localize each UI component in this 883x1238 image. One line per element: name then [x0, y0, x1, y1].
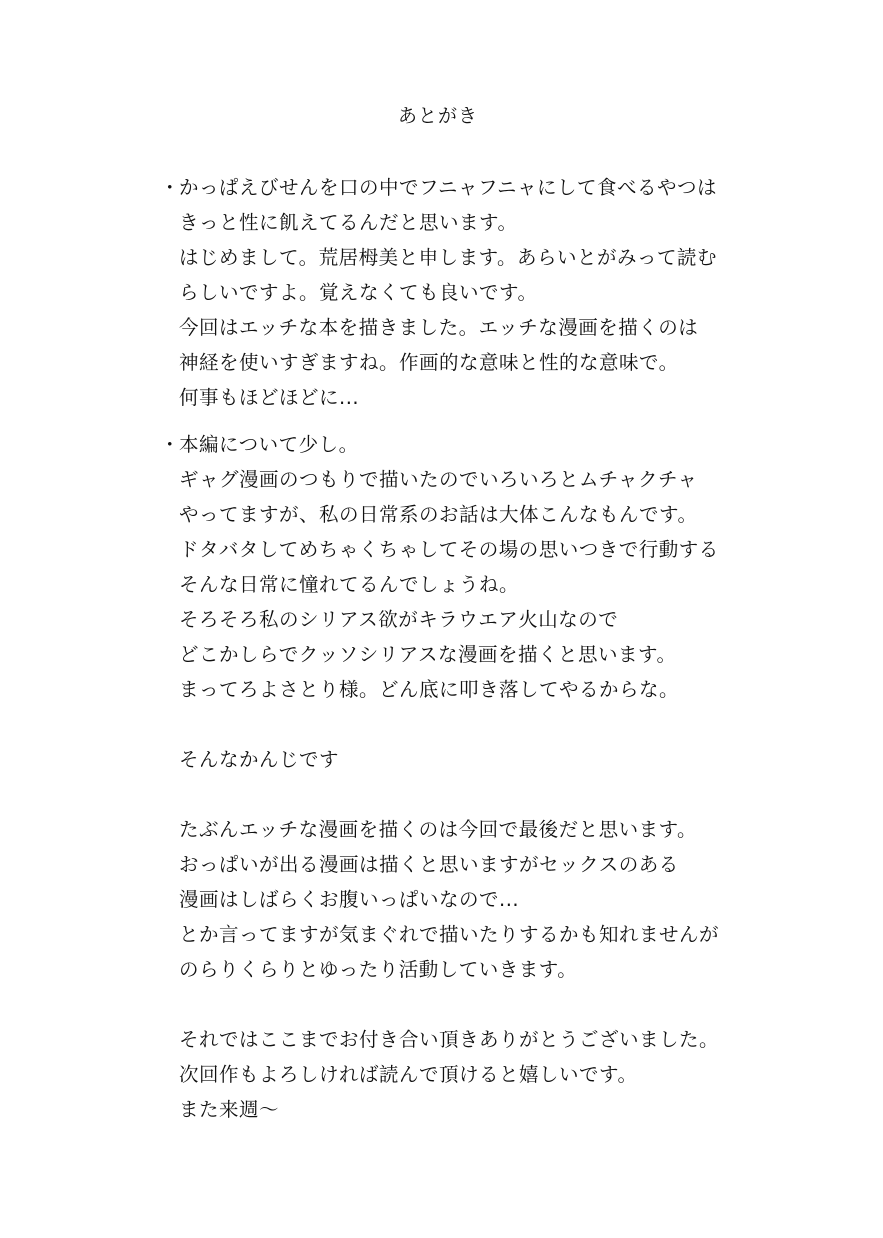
text-line: 本編について少し。	[179, 433, 359, 456]
text-line: たぶんエッチな漫画を描くのは今回で最後だと思います。	[179, 818, 698, 841]
text-line: 今回はエッチな本を描きました。エッチな漫画を描くのは	[179, 316, 699, 339]
text-line: きっと性に飢えてるんだと思います。	[179, 211, 518, 234]
text-line: やってますが、私の日常系のお話は大体こんなもんです。	[179, 503, 698, 526]
text-line: そんな日常に憧れてるんでしょうね。	[179, 573, 520, 596]
text-line: らしいですよ。覚えなくても良いです。	[179, 281, 538, 304]
text-line: まってろよさとり様。どん底に叩き落してやるからな。	[179, 678, 680, 701]
text-line: 漫画はしばらくお腹いっぱいなので...	[179, 888, 520, 911]
text-line: また来週～	[179, 1098, 280, 1121]
text-line: そろそろ私のシリアス欲がキラウエア火山なので	[179, 608, 619, 631]
text-line: どこかしらでクッソシリアスな漫画を描くと思います。	[179, 643, 677, 666]
text-line: のらりくらりとゆったり活動していきます。	[179, 958, 578, 981]
text-line: ドタバタしてめちゃくちゃしてその場の思いつきで行動する	[179, 538, 719, 561]
text-line: おっぱいが出る漫画は描くと思いますがセックスのある	[179, 853, 679, 876]
text-line: そんなかんじです	[179, 748, 340, 771]
text-line: それではここまでお付き合い頂きありがとうございました。	[179, 1028, 720, 1051]
bullet-marker: ・	[160, 433, 180, 456]
text-line: ギャグ漫画のつもりで描いたのでいろいろとムチャクチャ	[179, 468, 698, 491]
text-line: 何事もほどほどに...	[179, 386, 360, 409]
text-line: とか言ってますが気まぐれで描いたりするかも知れませんが	[179, 923, 720, 946]
bullet-marker: ・	[160, 176, 180, 199]
text-line: 神経を使いすぎますね。作画的な意味と性的な意味で。	[179, 351, 679, 374]
text-line: 次回作もよろしければ読んで頂けると嬉しいです。	[179, 1063, 638, 1086]
text-line: かっぱえびせんを口の中でフニャフニャにして食べるやつは	[179, 176, 718, 199]
page-title: あとがき	[397, 105, 478, 127]
text-line: はじめまして。荒居栂美と申します。あらいとがみって読む	[179, 246, 718, 269]
